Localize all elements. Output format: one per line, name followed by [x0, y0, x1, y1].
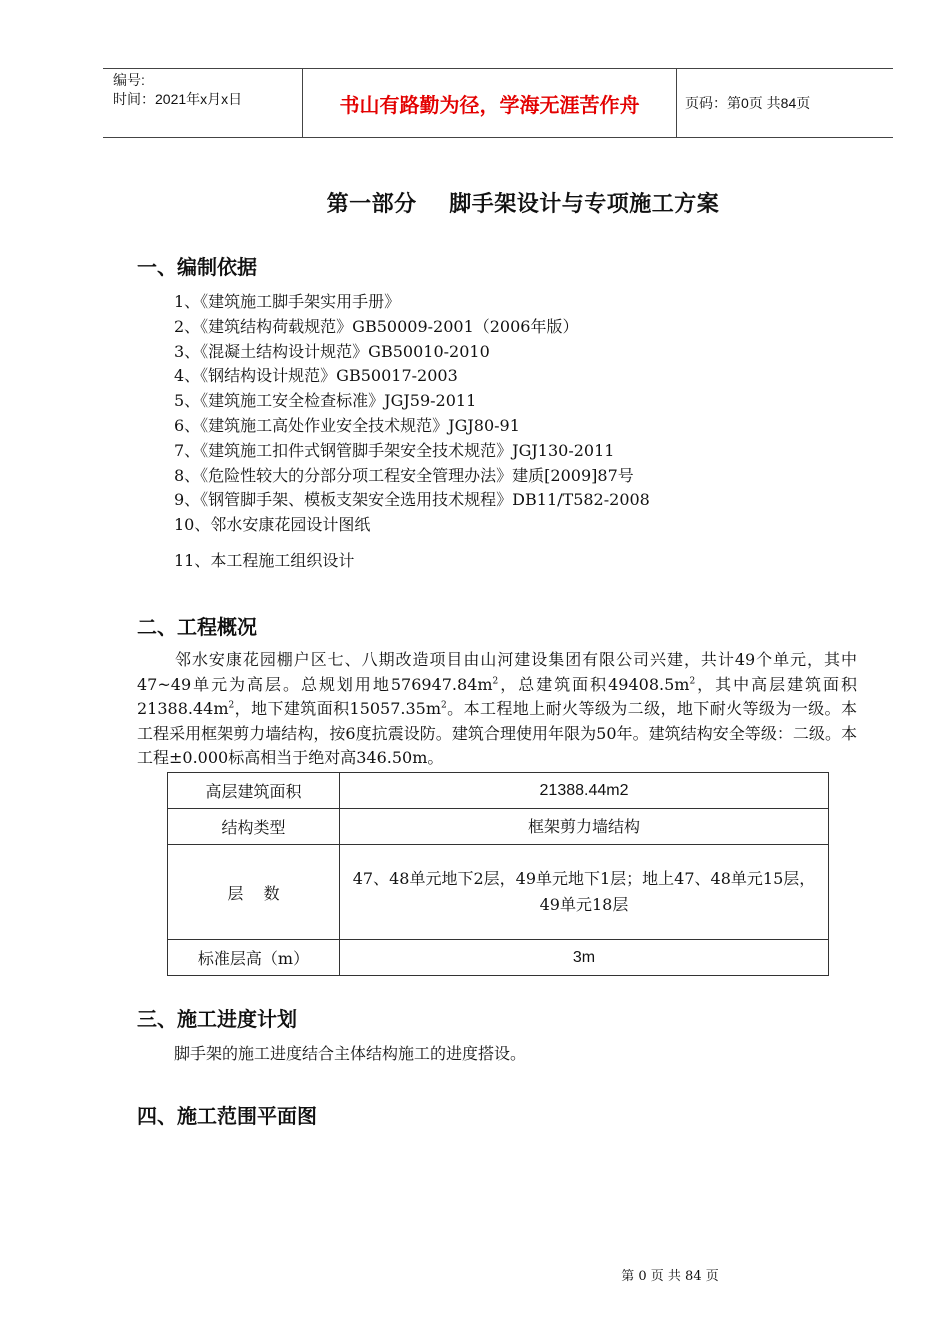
list-item: 7、《建筑施工扣件式钢管脚手架安全技术规范》JGJ130-2011: [174, 440, 615, 460]
page-header: [103, 68, 893, 138]
section-heading-basis: 一、编制依据: [137, 255, 257, 279]
overview-text-b: ，总建筑面积49408.5m: [498, 674, 690, 694]
document-number-label: 编号:: [113, 72, 145, 88]
header-page-number: 页码：第0页 共84页: [685, 95, 811, 111]
table-key-cell: 标准层高（m）: [168, 940, 340, 976]
table-row: [168, 845, 829, 940]
schedule-text: 脚手架的施工进度结合主体结构施工的进度搭设。: [174, 1044, 527, 1063]
table-value-cell: 47、48单元地下2层，49单元地下1层；地上47、48单元15层，49单元18层: [340, 845, 829, 940]
list-item: 3、《混凝土结构设计规范》GB50010-2010: [174, 341, 490, 361]
overview-text-e: 。本工程地上耐火等级为二级，地下耐火等级为一级。本工程采用框架剪力墙结构，按6度抗震设防。建筑合理使用年限为50年。建筑结构安全等级：二级。本工程±0.000标高相当于绝对高346.50m。: [137, 699, 857, 768]
table-value-cell: 21388.44m2: [340, 773, 829, 809]
page-footer: 第 0 页 共 84 页: [621, 1269, 719, 1284]
list-item: 9、《钢管脚手架、模板支架安全选用技术规程》DB11/T582-2008: [174, 490, 650, 510]
header-meta: [103, 69, 303, 137]
section-heading-overview: 二、工程概况: [137, 615, 257, 639]
table-key-cell: 高层建筑面积: [168, 773, 340, 809]
overview-text-c: ，其中高层建筑面积21388.44m: [137, 674, 857, 719]
list-item: 10、邻水安康花园设计图纸: [174, 515, 371, 535]
document-title: [0, 187, 950, 218]
overview-text-d: ，地下建筑面积15057.35m: [234, 699, 442, 719]
table-row: [168, 940, 829, 976]
header-motto: 书山有路勤为径，学海无涯苦作舟: [303, 69, 677, 137]
list-item: 6、《建筑施工高处作业安全技术规范》JGJ80-91: [174, 415, 520, 435]
overview-paragraph: [137, 648, 857, 771]
table-key-cell: 层 数: [168, 845, 340, 940]
section-heading-plan: 四、施工范围平面图: [137, 1104, 317, 1128]
superscript: 2: [441, 700, 447, 711]
reference-list: [174, 290, 650, 574]
table-row: [168, 809, 829, 845]
table-row: [168, 773, 829, 809]
project-info-table: [167, 772, 829, 976]
list-item: 11、本工程施工组织设计: [174, 550, 355, 570]
document-time-label: 时间：2021年x月x日: [113, 91, 243, 107]
table-value-cell: 3m: [340, 940, 829, 976]
list-item: 2、《建筑结构荷载规范》GB50009-2001（2006年版）: [174, 316, 579, 336]
superscript: 2: [689, 676, 696, 687]
overview-text-a: 邻水安康花园棚户区七、八期改造项目由山河建设集团有限公司兴建，共计49个单元，其中47~49单元为高层。总规划用地576947.84m: [137, 650, 857, 694]
table-key-cell: 结构类型: [168, 809, 340, 845]
list-item: 4、《钢结构设计规范》GB50017-2003: [174, 366, 458, 386]
list-item: 5、《建筑施工安全检查标准》JGJ59-2011: [174, 391, 477, 411]
list-item: 8、《危险性较大的分部分项工程安全管理办法》建质[2009]87号: [174, 465, 634, 485]
superscript: 2: [492, 676, 499, 687]
table-value-cell: 框架剪力墙结构: [340, 809, 829, 845]
superscript: 2: [228, 700, 235, 711]
list-item: 1、《建筑施工脚手架实用手册》: [174, 292, 401, 311]
document-title-text: 第一部分 脚手架设计与专项施工方案: [326, 192, 720, 217]
section-heading-schedule: 三、施工进度计划: [137, 1007, 297, 1031]
